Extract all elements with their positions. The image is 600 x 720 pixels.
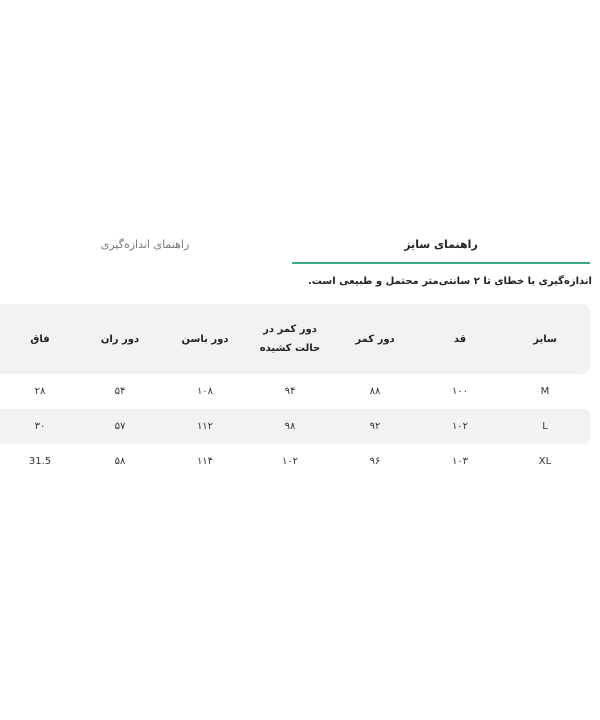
- table-row: [0, 409, 590, 444]
- cell-size: XL: [538, 456, 552, 467]
- tab-size-guide[interactable]: راهنمای سایز: [292, 228, 590, 264]
- cell-waist: ۹۲: [369, 421, 381, 432]
- header-thigh: دور ران: [100, 333, 140, 345]
- table-header-row: [0, 304, 590, 374]
- cell-height: ۱۰۳: [451, 456, 469, 467]
- cell-hip: ۱۰۸: [196, 386, 214, 397]
- cell-waist-stretched: ۹۴: [284, 386, 296, 397]
- cell-thigh: ۵۴: [114, 386, 126, 397]
- header-size: سایز: [533, 333, 557, 345]
- size-table: [0, 304, 590, 479]
- table-row: [0, 374, 590, 409]
- cell-rise: 31.5: [28, 456, 52, 467]
- cell-rise: ۲۸: [34, 386, 46, 397]
- header-hip: دور باسن: [181, 333, 229, 345]
- cell-thigh: ۵۷: [114, 421, 126, 432]
- header-rise: فاق: [30, 333, 50, 345]
- cell-hip: ۱۱۲: [196, 421, 214, 432]
- cell-waist-stretched: ۱۰۲: [281, 456, 299, 467]
- header-waist: دور کمر: [355, 333, 395, 345]
- guide-tabs: [0, 228, 600, 264]
- cell-size: M: [540, 386, 550, 397]
- cell-waist: ۸۸: [369, 386, 381, 397]
- cell-waist-stretched: ۹۸: [284, 421, 296, 432]
- cell-size: L: [542, 421, 548, 432]
- cell-height: ۱۰۰: [451, 386, 469, 397]
- cell-height: ۱۰۲: [451, 421, 469, 432]
- cell-hip: ۱۱۴: [196, 456, 214, 467]
- cell-rise: ۳۰: [34, 421, 46, 432]
- cell-thigh: ۵۸: [114, 456, 126, 467]
- cell-waist: ۹۶: [369, 456, 381, 467]
- tab-measure-guide[interactable]: راهنمای اندازه‌گیری: [100, 238, 190, 251]
- table-row: [0, 444, 590, 479]
- measurement-note: اندازه‌گیری با خطای تا ۲ سانتی‌متر محتمل و طبیعی است.: [307, 276, 592, 287]
- header-height: قد: [453, 333, 467, 345]
- header-waist-stretched: دور کمر در حالت کشیده: [259, 324, 321, 354]
